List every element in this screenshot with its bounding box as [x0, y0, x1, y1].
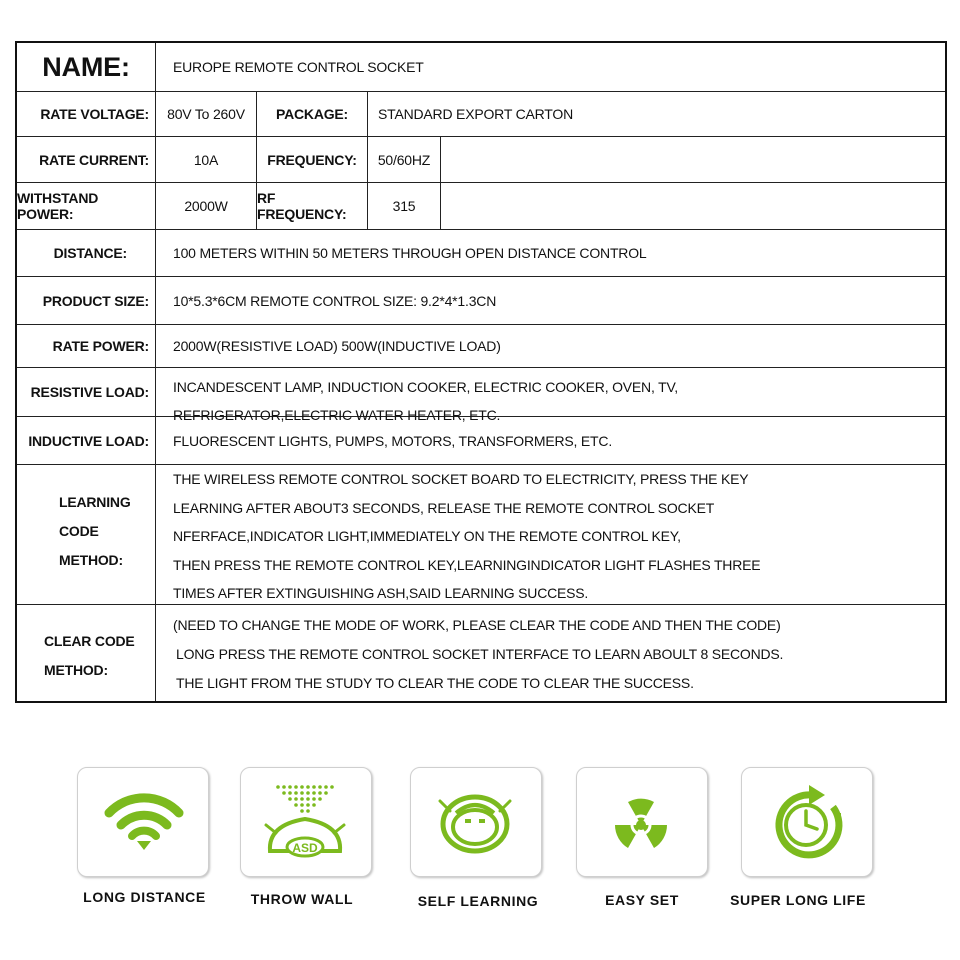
- clear-line: LONG PRESS THE REMOTE CONTROL SOCKET INTERFACE TO LEARN ABOULT 8 SECONDS.: [176, 646, 784, 662]
- feature-easy-set: [576, 767, 708, 877]
- feature-label: THROW WALL: [250, 891, 354, 907]
- name-label: NAME:: [17, 43, 156, 91]
- row-clear-code: [17, 605, 945, 701]
- feature-label: EASY SET: [605, 892, 679, 908]
- row-rate-power: [17, 325, 945, 368]
- inductive-load-label: INDUCTIVE LOAD:: [17, 417, 156, 464]
- clear-label-line: CLEAR CODE: [44, 633, 135, 649]
- clear-line: (NEED TO CHANGE THE MODE OF WORK, PLEASE CLEAR THE CODE AND THEN THE CODE): [173, 617, 781, 633]
- rate-power-label: RATE POWER:: [17, 325, 156, 367]
- wifi-icon: [77, 767, 207, 875]
- throw-wall-icon: [240, 767, 370, 875]
- rf-frequency-value: 315: [368, 183, 441, 229]
- product-size-label: PRODUCT SIZE:: [17, 277, 156, 324]
- clear-code-label: [17, 605, 156, 701]
- asd-badge: ASD: [292, 841, 318, 855]
- product-size-value: 10*5.3*6CM REMOTE CONTROL SIZE: 9.2*4*1.3CN: [173, 292, 497, 309]
- learning-line: THE WIRELESS REMOTE CONTROL SOCKET BOARD TO ELECTRICITY, PRESS THE KEY: [173, 471, 749, 487]
- frequency-value: 50/60HZ: [368, 137, 441, 182]
- spec-table: [15, 41, 947, 703]
- package-label: PACKAGE:: [257, 92, 368, 136]
- rate-voltage-label: RATE VOLTAGE:: [17, 92, 156, 136]
- learning-label-line: LEARNING: [59, 494, 131, 510]
- clear-code-value: [156, 605, 945, 701]
- learning-label-line: METHOD:: [59, 552, 123, 568]
- clear-label-line: METHOD:: [44, 662, 108, 678]
- row-rate-voltage: [17, 92, 945, 137]
- self-learning-icon: [410, 767, 540, 875]
- learning-label-line: CODE: [59, 523, 99, 539]
- feature-super-long-life: [741, 767, 873, 877]
- feature-self-learning: [410, 767, 542, 877]
- learning-line: LEARNING AFTER ABOUT3 SECONDS, RELEASE THE REMOTE CONTROL SOCKET: [173, 499, 715, 516]
- resistive-load-value: [156, 368, 945, 423]
- feature-label: SUPER LONG LIFE: [730, 892, 866, 908]
- learning-line: TIMES AFTER EXTINGUISHING ASH,SAID LEARNING SUCCESS.: [173, 585, 589, 602]
- feature-long-distance: [77, 767, 209, 877]
- resistive-load-label: RESISTIVE LOAD:: [17, 368, 156, 416]
- row-inductive-load: [17, 417, 945, 465]
- row-resistive-load: [17, 368, 945, 423]
- row-learning-code: [17, 465, 945, 605]
- row-rate-current: [17, 137, 945, 183]
- withstand-power-label: WITHSTAND POWER:: [17, 183, 156, 229]
- learning-line: NFERFACE,INDICATOR LIGHT,IMMEDIATELY ON THE REMOTE CONTROL KEY,: [173, 528, 681, 545]
- inductive-load-value: FLUORESCENT LIGHTS, PUMPS, MOTORS, TRANSFORMERS, ETC.: [173, 432, 613, 449]
- withstand-power-value: 2000W: [156, 183, 257, 229]
- feature-label: LONG DISTANCE: [83, 889, 206, 905]
- package-value: STANDARD EXPORT CARTON: [378, 106, 574, 122]
- clock-icon: [741, 767, 871, 875]
- easy-set-icon: [576, 767, 706, 875]
- frequency-label: FREQUENCY:: [257, 137, 368, 182]
- rf-frequency-label: RF FREQUENCY:: [257, 183, 368, 229]
- row-name: [17, 43, 945, 92]
- empty-cell: [441, 137, 945, 182]
- resistive-load-line: INCANDESCENT LAMP, INDUCTION COOKER, ELECTRIC COOKER, OVEN, TV,: [173, 379, 678, 395]
- learning-code-value: [156, 465, 945, 604]
- rate-current-value: 10A: [156, 137, 257, 182]
- resistive-load-line: REFRIGERATOR,ELECTRIC WATER HEATER, ETC.: [173, 407, 501, 423]
- learning-line: THEN PRESS THE REMOTE CONTROL KEY,LEARNINGINDICATOR LIGHT FLASHES THREE: [173, 556, 761, 573]
- feature-label: SELF LEARNING: [417, 893, 539, 909]
- row-product-size: [17, 277, 945, 325]
- rate-current-label: RATE CURRENT:: [17, 137, 156, 182]
- name-value: EUROPE REMOTE CONTROL SOCKET: [173, 59, 424, 75]
- clear-line: THE LIGHT FROM THE STUDY TO CLEAR THE CODE TO CLEAR THE SUCCESS.: [176, 675, 694, 691]
- learning-code-label: [17, 465, 156, 604]
- feature-throw-wall: [240, 767, 372, 877]
- row-withstand-power: [17, 183, 945, 230]
- rate-power-value: 2000W(RESISTIVE LOAD) 500W(INDUCTIVE LOAD): [173, 338, 501, 354]
- rate-voltage-value: 80V To 260V: [156, 92, 257, 136]
- distance-value: 100 METERS WITHIN 50 METERS THROUGH OPEN DISTANCE CONTROL: [173, 245, 647, 261]
- distance-label: DISTANCE:: [17, 230, 156, 276]
- empty-cell: [441, 183, 945, 229]
- row-distance: [17, 230, 945, 277]
